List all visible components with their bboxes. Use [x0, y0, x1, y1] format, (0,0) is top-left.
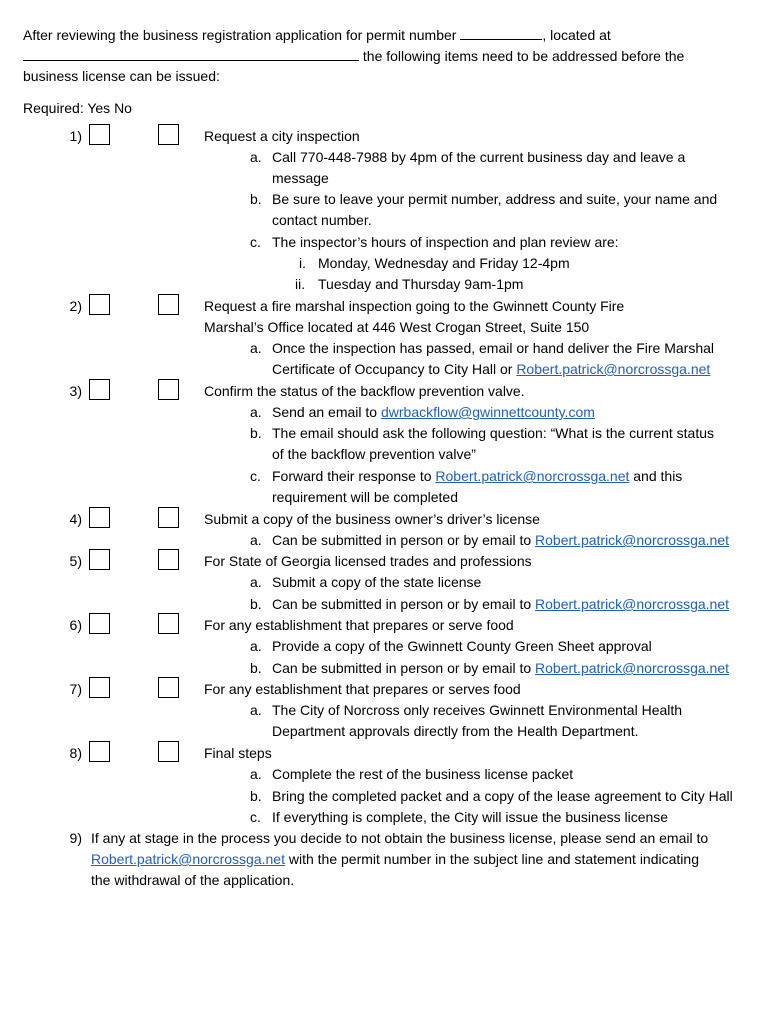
sub-marker: a.: [250, 766, 262, 782]
sub-text: message: [272, 170, 329, 186]
intro-text: After reviewing the business registration application for permit number: [23, 27, 457, 43]
sub-text: Forward their response to: [272, 468, 436, 484]
required-yes-checkbox[interactable]: [89, 549, 110, 570]
sub-text: Can be submitted in person or by email to: [272, 660, 536, 676]
sub-text-with-link: [272, 595, 729, 613]
sub-marker: a.: [250, 574, 262, 590]
permit-number-blank[interactable]: [460, 25, 542, 40]
sub-text: Call 770-448-7988 by 4pm of the current business day and leave a: [272, 149, 686, 165]
required-no-checkbox[interactable]: [158, 507, 179, 528]
required-yes-checkbox[interactable]: [89, 741, 110, 762]
sub-text: Send an email to: [272, 404, 381, 420]
required-no-checkbox[interactable]: [158, 741, 179, 762]
item-number: 5): [69, 553, 82, 569]
sub-marker: b.: [250, 596, 262, 612]
sub-marker: a.: [250, 149, 262, 165]
sub-text: Complete the rest of the business license packet: [272, 766, 574, 782]
intro-line-2: [23, 46, 684, 65]
intro-text-located: , located at: [542, 27, 611, 43]
sub-text: Department approvals directly from the Health Department.: [272, 723, 639, 739]
item9-text: with the permit number in the subject line and statement indicating: [284, 851, 699, 867]
item-number: 1): [69, 128, 82, 144]
email-link[interactable]: Robert.patrick@norcrossga.net: [91, 851, 285, 867]
item-title: Confirm the status of the backflow prevention valve.: [204, 383, 525, 399]
sub-text: of the backflow prevention valve”: [272, 446, 476, 462]
sub-text: Certificate of Occupancy to City Hall or: [272, 361, 517, 377]
item-number: 2): [69, 298, 82, 314]
intro-line-3: business license can be issued:: [23, 68, 220, 84]
item-title: For any establishment that prepares or serve food: [204, 617, 514, 633]
required-yes-checkbox[interactable]: [89, 677, 110, 698]
item-number: 7): [69, 681, 82, 697]
sub-text-with-link: [272, 659, 729, 677]
item-number: 4): [69, 511, 82, 527]
sub-text: Monday, Wednesday and Friday 12-4pm: [318, 255, 570, 271]
sub-text: Bring the completed packet and a copy of the lease agreement to City Hall: [272, 788, 733, 804]
email-link[interactable]: dwrbackflow@gwinnettcounty.com: [380, 404, 595, 420]
required-no-checkbox[interactable]: [158, 294, 179, 315]
sub-text: Tuesday and Thursday 9am-1pm: [318, 276, 524, 292]
address-blank[interactable]: [23, 46, 359, 61]
sub-marker: a.: [250, 638, 262, 654]
sub-text: The City of Norcross only receives Gwinnett Environmental Health: [272, 702, 683, 718]
sub-text: Submit a copy of the state license: [272, 574, 482, 590]
required-yes-checkbox[interactable]: [89, 124, 110, 145]
item-title: Request a fire marshal inspection going to the Gwinnett County Fire: [204, 298, 625, 314]
sub-marker: c.: [250, 468, 261, 484]
item9-text: the withdrawal of the application.: [91, 872, 295, 888]
sub-text: Be sure to leave your permit number, address and suite, your name and: [272, 191, 718, 207]
required-label: Required: Yes No: [23, 100, 132, 116]
email-link[interactable]: Robert.patrick@norcrossga.net: [535, 532, 729, 548]
required-no-checkbox[interactable]: [158, 549, 179, 570]
sub-text: If everything is complete, the City will issue the business license: [272, 809, 669, 825]
required-no-checkbox[interactable]: [158, 613, 179, 634]
intro-line-1: [23, 25, 611, 44]
sub-text: Once the inspection has passed, email or hand deliver the Fire Marshal: [272, 340, 715, 356]
sub-marker: c.: [250, 234, 261, 250]
item9-text: If any at stage in the process you decide to not obtain the business license, please send an email to: [91, 830, 709, 846]
email-link[interactable]: Robert.patrick@norcrossga.net: [435, 468, 630, 484]
sub-text: requirement will be completed: [272, 489, 458, 505]
item-title: For State of Georgia licensed trades and professions: [204, 553, 532, 569]
item-number: 9): [69, 830, 82, 846]
sub-text: Can be submitted in person or by email to: [272, 596, 536, 612]
sub-marker-roman: ii.: [295, 276, 306, 292]
sub-text: The email should ask the following question: “What is the current status: [272, 425, 714, 441]
sub-text: Can be submitted in person or by email to: [272, 532, 536, 548]
required-no-checkbox[interactable]: [158, 124, 179, 145]
sub-text: Provide a copy of the Gwinnett County Green Sheet approval: [272, 638, 652, 654]
sub-marker: b.: [250, 788, 262, 804]
item9-text-with-link: [91, 850, 699, 868]
sub-text: contact number.: [272, 212, 372, 228]
item-title: For any establishment that prepares or serves food: [204, 681, 521, 697]
sub-text-with-link: [272, 360, 710, 378]
sub-text: and this: [629, 468, 683, 484]
required-yes-checkbox[interactable]: [89, 507, 110, 528]
sub-marker: a.: [250, 404, 262, 420]
email-link[interactable]: Robert.patrick@norcrossga.net: [516, 361, 711, 377]
required-yes-checkbox[interactable]: [89, 613, 110, 634]
sub-marker: c.: [250, 809, 261, 825]
item-number: 8): [69, 745, 82, 761]
item-title: Request a city inspection: [204, 128, 360, 144]
sub-text-with-link: [272, 403, 595, 421]
sub-marker: a.: [250, 702, 262, 718]
sub-marker: b.: [250, 425, 262, 441]
email-link[interactable]: Robert.patrick@norcrossga.net: [535, 596, 729, 612]
sub-marker-roman: i.: [299, 255, 306, 271]
item-title: Submit a copy of the business owner’s driver’s license: [204, 511, 540, 527]
email-link[interactable]: Robert.patrick@norcrossga.net: [535, 660, 729, 676]
sub-marker: a.: [250, 532, 262, 548]
required-yes-checkbox[interactable]: [89, 294, 110, 315]
required-no-checkbox[interactable]: [158, 379, 179, 400]
required-no-checkbox[interactable]: [158, 677, 179, 698]
sub-marker: b.: [250, 660, 262, 676]
sub-marker: b.: [250, 191, 262, 207]
item-title-cont: Marshal’s Office located at 446 West Crogan Street, Suite 150: [204, 319, 590, 335]
intro-text-items: the following items need to be addressed before the: [362, 48, 685, 64]
sub-text: The inspector’s hours of inspection and plan review are:: [272, 234, 619, 250]
sub-text-with-link: [272, 531, 729, 549]
item-number: 3): [69, 383, 82, 399]
required-yes-checkbox[interactable]: [89, 379, 110, 400]
sub-text-with-link: [272, 467, 682, 485]
item-title: Final steps: [204, 745, 272, 761]
sub-marker: a.: [250, 340, 262, 356]
item-number: 6): [69, 617, 82, 633]
